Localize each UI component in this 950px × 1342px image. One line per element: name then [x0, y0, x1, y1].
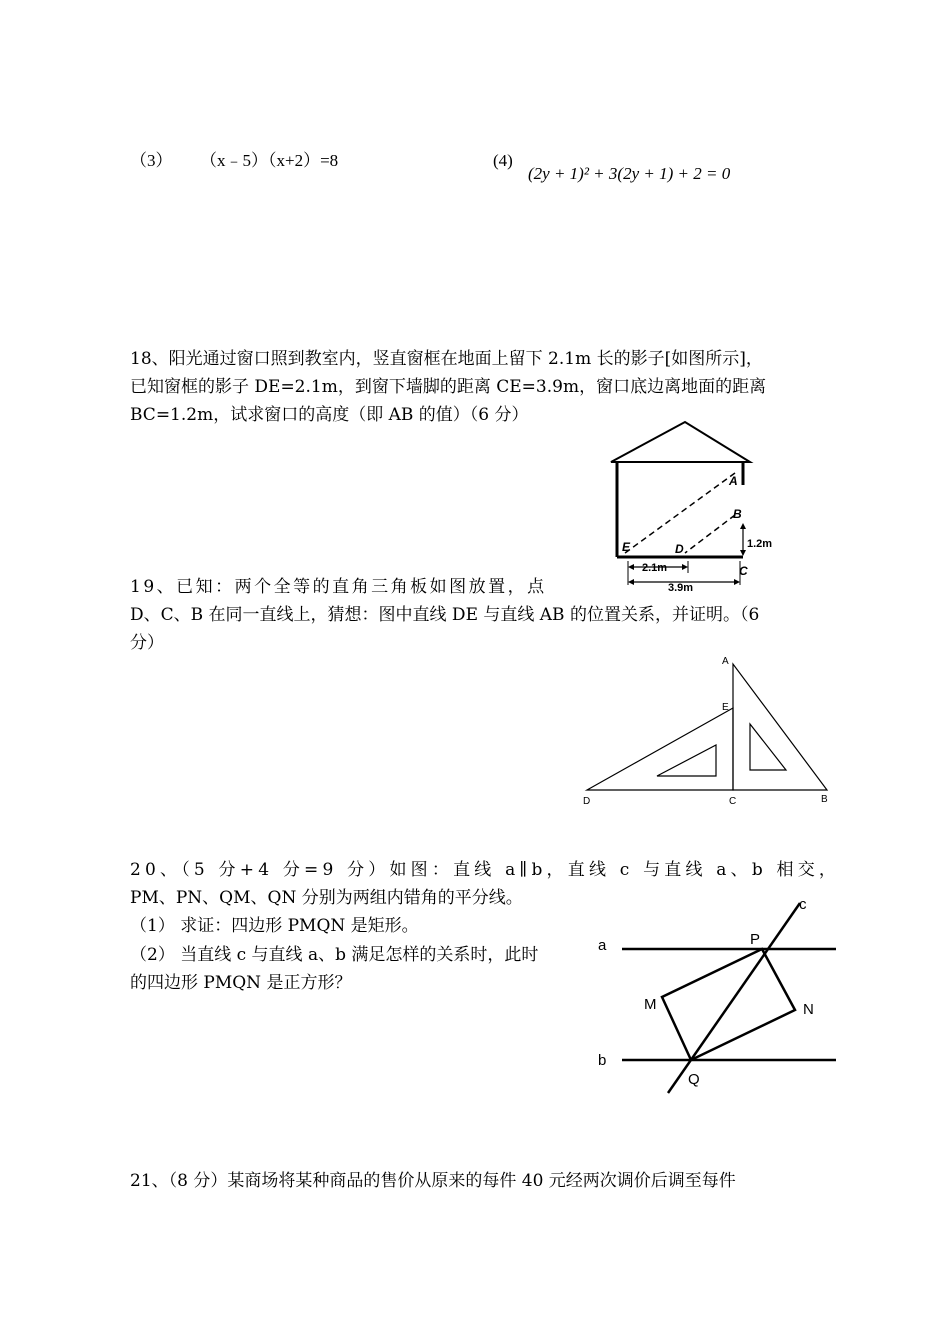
q21-line1: 21、（8 分）某商场将某种商品的售价从原来的每件 40 元经两次调价后调至每件 [130, 1171, 736, 1191]
eq4-label: (4) [493, 151, 513, 170]
q18-line2: 已知窗框的影子 DE=2.1m，到窗下墙脚的距离 CE=3.9m，窗口底边离地面的距离 [130, 377, 767, 397]
label-b: B [821, 794, 828, 805]
q18-line3: BC=1.2m，试求窗口的高度（即 AB 的值）（6 分） [130, 405, 529, 425]
q19-line1: 19、已知：两个全等的直角三角板如图放置，点 [130, 577, 547, 597]
q18-figure [600, 415, 800, 595]
label-e: E [622, 540, 631, 554]
ray-bd [685, 515, 735, 553]
label-a: A [729, 474, 738, 488]
label-q: Q [688, 1071, 700, 1088]
q19-line2: D、C、B 在同一直线上，猜想：图中直线 DE 与直线 AB 的位置关系，并证明。（6 [130, 605, 760, 625]
label-height: 1.2m [747, 538, 773, 550]
label-p: P [750, 931, 761, 948]
q20-line3: （1） 求证：四边形 PMQN 是矩形。 [130, 916, 419, 936]
roof [611, 422, 750, 462]
eq3-expression: （x﹣5）（x+2）=8 [200, 151, 339, 170]
triangle-inner-left [657, 745, 716, 776]
q19-line3: 分） [130, 633, 164, 653]
ray-ae [625, 473, 735, 553]
q20-figure [590, 893, 845, 1103]
label-c: c [799, 896, 807, 913]
q20-line5: 的四边形 PMQN 是正方形？ [130, 973, 352, 993]
label-e: E [722, 702, 729, 713]
triangle-large-de [587, 708, 733, 790]
label-c: C [739, 564, 748, 578]
triangle-inner-right [750, 724, 786, 770]
eq4-expression: (2y + 1)² + 3(2y + 1) + 2 = 0 [528, 164, 731, 183]
q20-line4: （2） 当直线 c 与直线 a、b 满足怎样的关系时，此时 [130, 945, 539, 965]
triangle-large-ab [733, 664, 827, 790]
label-n: N [803, 1001, 814, 1018]
label-a: A [722, 656, 729, 667]
q20-line1: 20、（5 分+4 分=9 分）如图：直线 a∥b，直线 c 与直线 a、b 相交， [130, 860, 841, 880]
label-c: C [729, 796, 737, 807]
q20-line2: PM、PN、QM、QN 分别为两组内错角的平分线。 [130, 888, 523, 908]
label-d: D [675, 542, 684, 556]
eq3-label: （3） [130, 151, 173, 170]
label-b: B [733, 507, 742, 521]
label-de: 2.1m [642, 562, 668, 574]
q19-figure [575, 650, 845, 815]
line-c [668, 903, 800, 1093]
label-d: D [583, 796, 591, 807]
label-b: b [598, 1052, 607, 1069]
label-m: M [644, 996, 657, 1013]
label-a: a [598, 937, 607, 954]
label-ce: 3.9m [668, 582, 694, 594]
q18-line1: 18、阳光通过窗口照到教室内，竖直窗框在地面上留下 2.1m 长的影子[如图所示]， [130, 349, 763, 369]
